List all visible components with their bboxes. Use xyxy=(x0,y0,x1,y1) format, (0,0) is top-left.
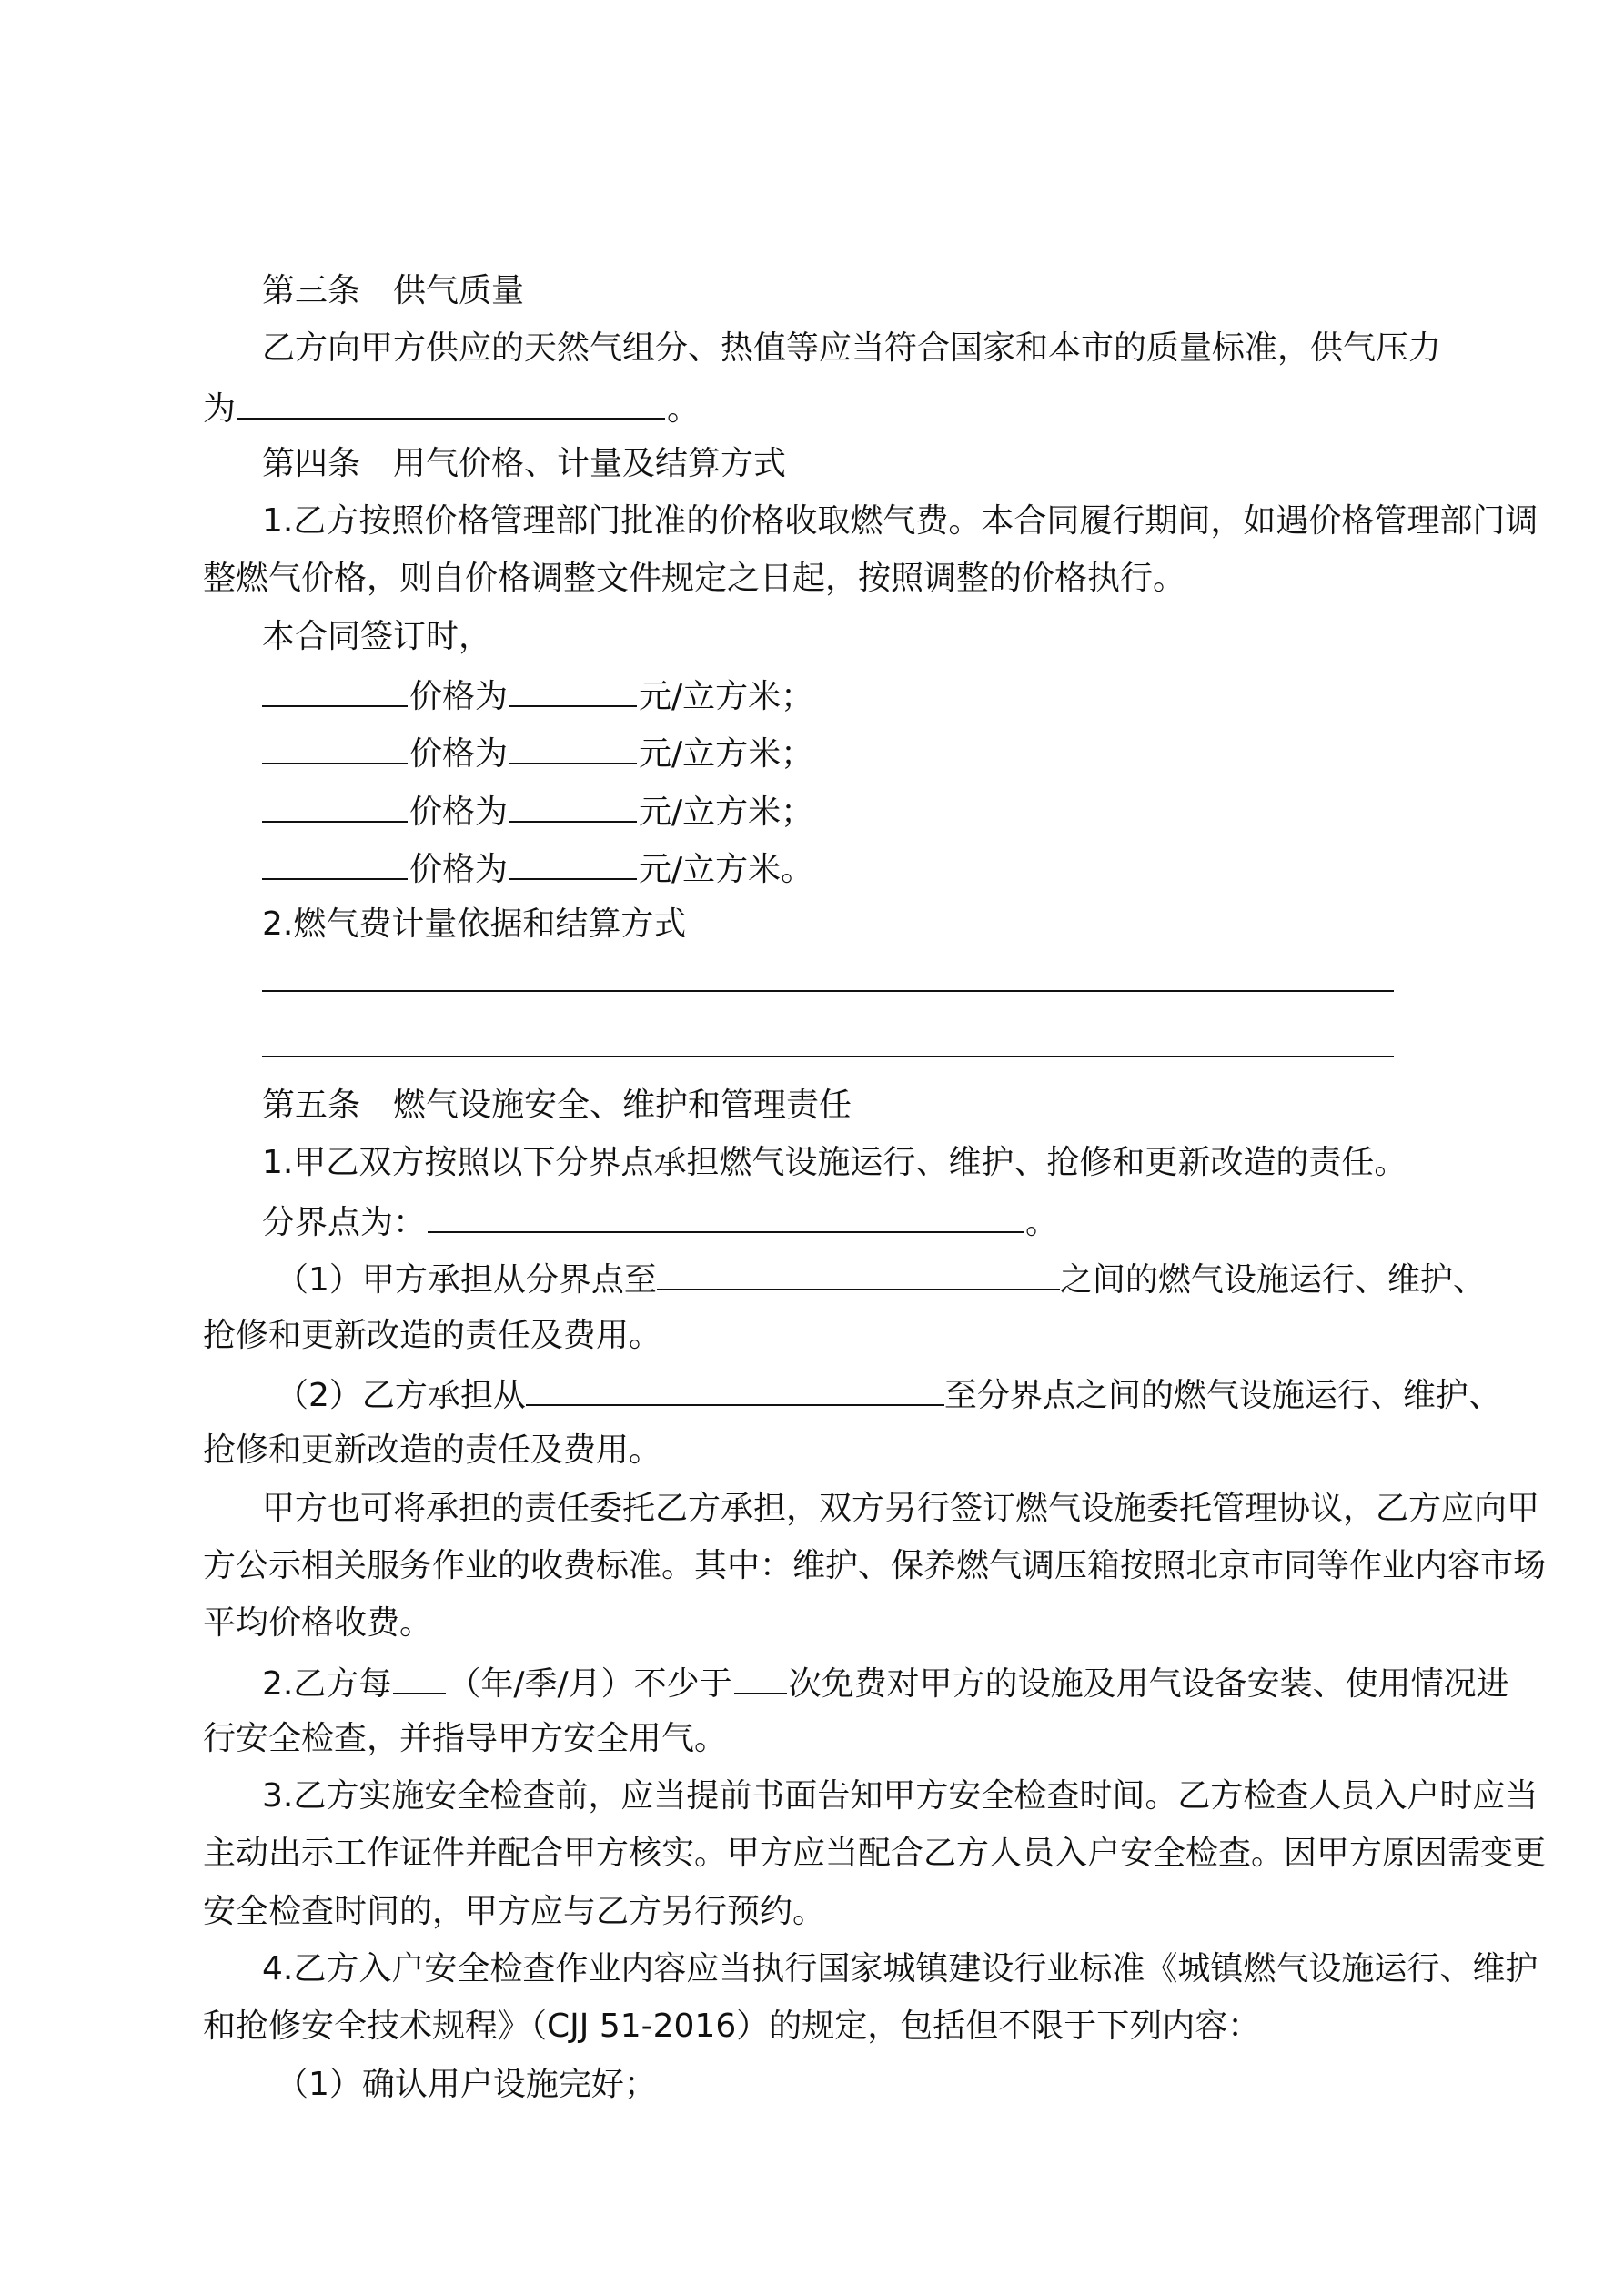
paragraph: 平均价格收费。 xyxy=(203,1604,433,1643)
list-item xyxy=(203,1249,1486,1306)
paragraph: 和抢修安全技术规程》（CJJ 51-2016）的规定，包括但不限于下列内容： xyxy=(203,2008,1261,2046)
contract-page xyxy=(203,262,1547,2113)
paragraph: 1.甲乙双方按照以下分界点承担燃气设施运行、维护、抢修和更新改造的责任。 xyxy=(262,1143,1407,1181)
blank-field xyxy=(262,665,408,707)
text: （年/季/月）不少于 xyxy=(448,1664,732,1703)
paragraph xyxy=(203,1191,1431,1249)
paragraph: 主动出示工作证件并配合甲方核实。甲方应当配合乙方人员入户安全检查。因甲方原因需变更 xyxy=(203,1835,1547,1873)
paragraph: 甲方也可将承担的责任委托乙方承担，双方另行签订燃气设施委托管理协议，乙方应向甲 xyxy=(262,1489,1540,1527)
text: 。 xyxy=(667,389,701,428)
text: 元/立方米； xyxy=(639,735,814,774)
blank-field xyxy=(509,781,637,823)
blank-field xyxy=(734,1653,787,1694)
text: 元/立方米； xyxy=(639,678,814,716)
article-3-title: 第三条 供气质量 xyxy=(262,272,525,309)
text: 2.乙方每 xyxy=(262,1664,392,1703)
blank-field xyxy=(509,665,637,707)
price-line xyxy=(203,781,1431,838)
paragraph: 方公示相关服务作业的收费标准。其中：维护、保养燃气调压箱按照北京市同等作业内容市场 xyxy=(203,1546,1547,1584)
text: 为 xyxy=(203,389,237,428)
text: （2）乙方承担从 xyxy=(276,1377,526,1415)
text: 。 xyxy=(1025,1204,1059,1242)
price-line xyxy=(203,723,1431,780)
blank-field xyxy=(509,838,637,880)
blank-field xyxy=(393,1653,446,1694)
blank-field xyxy=(657,1249,1060,1290)
text: 价格为 xyxy=(409,735,509,774)
text: 分界点为： xyxy=(262,1204,427,1242)
paragraph: 整燃气价格，则自价格调整文件规定之日起，按照调整的价格执行。 xyxy=(203,560,1186,598)
blank-field xyxy=(262,781,408,823)
text: 价格为 xyxy=(409,678,509,716)
text: （1）甲方承担从分界点至 xyxy=(276,1261,657,1300)
blank-line-row xyxy=(203,1019,1431,1077)
blank-field xyxy=(428,1191,1024,1233)
paragraph: 行安全检查，并指导甲方安全用气。 xyxy=(203,1719,728,1757)
text: 元/立方米。 xyxy=(639,850,814,888)
paragraph: 抢修和更新改造的责任及费用。 xyxy=(203,1431,662,1470)
text: 元/立方米； xyxy=(639,793,814,831)
paragraph: 安全检查时间的，甲方应与乙方另行预约。 xyxy=(203,1892,826,1930)
list-item xyxy=(203,1364,1501,1421)
price-line xyxy=(203,838,1431,895)
paragraph: 1.乙方按照价格管理部门批准的价格收取燃气费。本合同履行期间，如遇价格管理部门调 xyxy=(262,502,1538,541)
blank-line xyxy=(262,954,1394,992)
blank-field xyxy=(526,1364,944,1406)
article-4-title: 第四条 用气价格、计量及结算方式 xyxy=(262,444,787,482)
paragraph: 4.乙方入户安全检查作业内容应当执行国家城镇建设行业标准《城镇燃气设施运行、维护 xyxy=(262,1950,1538,1988)
blank-field xyxy=(262,723,408,764)
paragraph xyxy=(203,378,1431,435)
paragraph: 3.乙方实施安全检查前，应当提前书面告知甲方安全检查时间。乙方检查人员入户时应当 xyxy=(262,1777,1538,1816)
article-5-title: 第五条 燃气设施安全、维护和管理责任 xyxy=(262,1086,852,1124)
paragraph: 乙方向甲方供应的天然气组分、热值等应当符合国家和本市的质量标准，供气压力 xyxy=(262,329,1442,368)
paragraph: 2.燃气费计量依据和结算方式 xyxy=(262,905,687,944)
blank-field xyxy=(262,838,408,880)
text: 价格为 xyxy=(409,793,509,831)
blank-field xyxy=(509,723,637,764)
text: 至分界点之间的燃气设施运行、维护、 xyxy=(943,1377,1501,1415)
text: 次免费对甲方的设施及用气设备安装、使用情况进 xyxy=(788,1664,1509,1703)
text: 价格为 xyxy=(409,850,509,888)
paragraph xyxy=(203,1653,1509,1710)
blank-field xyxy=(237,378,665,420)
paragraph: 本合同签订时， xyxy=(262,617,492,655)
text: 之间的燃气设施运行、维护、 xyxy=(1059,1261,1486,1300)
blank-line-row xyxy=(203,954,1431,1019)
price-line xyxy=(203,665,1431,723)
list-item: （1）确认用户设施完好； xyxy=(276,2065,657,2103)
blank-line xyxy=(262,1019,1394,1057)
paragraph: 抢修和更新改造的责任及费用。 xyxy=(203,1316,662,1354)
